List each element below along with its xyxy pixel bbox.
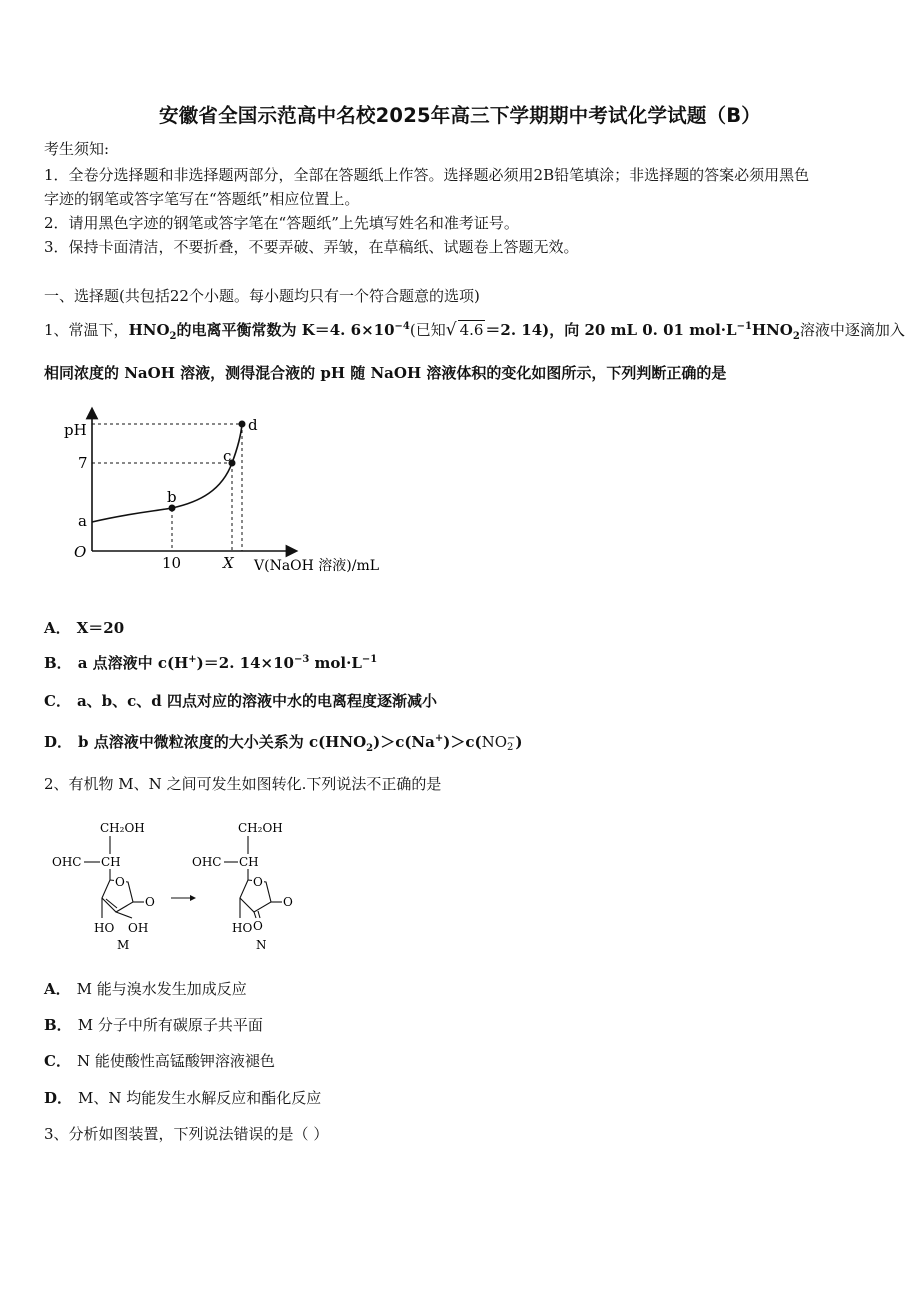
n-ho: HO (232, 921, 253, 935)
q1-option-b-sup2: −3 (293, 654, 310, 665)
q1-text-b: 的电离平衡常数为 K＝4. 6×10 (176, 321, 395, 339)
page-title: 安徽省全国示范高中名校2025年高三下学期期中考试化学试题（B） (158, 104, 762, 127)
notice-item-1-cont: 字迹的钢笔或答字笔写在“答题纸”相应位置上。 (44, 190, 360, 208)
n-ring-o: O (253, 875, 263, 889)
q1-option-d-sup: + (434, 733, 444, 744)
ph-curve (92, 424, 242, 522)
q1-option-a-text: X＝20 (76, 619, 125, 637)
q2-option-d-letter: D． (44, 1089, 73, 1107)
q1-option-b-sup3: −1 (361, 654, 378, 665)
q1-exp2: −1 (736, 321, 752, 332)
label-m: M (117, 938, 130, 952)
q1-option-b-pre: a 点溶液中 c(H (77, 654, 189, 672)
q2-option-d-text: M、N 均能发生水解反应和酯化反应 (78, 1089, 322, 1107)
q1-option-c (44, 690, 437, 711)
q1-option-b-letter: B． (44, 654, 72, 672)
n-keto-o: O (253, 919, 263, 933)
q1-option-d-pre: b 点溶液中微粒浓度的大小关系为 c(HNO (78, 733, 367, 751)
q2-option-b (44, 1014, 263, 1035)
point-d (239, 421, 246, 428)
label-c: c (223, 447, 232, 465)
q1-text-d: ＝2. 14)，向 20 mL 0. 01 mol·L (485, 321, 737, 339)
q1-option-d-mid: )＞c(Na (373, 733, 435, 751)
titration-chart (60, 405, 420, 585)
q1-hno2: HNO (128, 321, 170, 339)
q1-option-d-ion-sub: 2 (507, 742, 514, 753)
y-tick-7: 7 (78, 454, 88, 472)
label-n: N (256, 938, 267, 952)
q1-hno2b-sub: 2 (792, 331, 800, 342)
sqrt-sign: √ (445, 320, 457, 340)
q1-line-1 (44, 319, 905, 342)
q1-number: 1、 (44, 321, 69, 339)
label-a: a (78, 512, 87, 530)
q1-text-c: (已知 (409, 321, 446, 339)
label-d: d (248, 416, 258, 434)
n-ch: CH (239, 855, 259, 869)
q1-radicand: 4.6 (459, 321, 484, 339)
q1-option-d-ion: NO (481, 733, 508, 751)
q1-option-d-sub: 2 (366, 743, 374, 754)
q2-option-c (44, 1050, 275, 1071)
section-heading: 一、选择题(共包括22个小题。每小题均只有一个符合题意的选项) (44, 287, 480, 305)
q1-option-c-letter: C． (44, 692, 71, 710)
q1-hno2-sub: 2 (169, 331, 177, 342)
q1-exp: −4 (394, 321, 410, 332)
q1-text-a: 常温下， (68, 321, 129, 339)
q3-stem: 3、分析如图装置，下列说法错误的是（ ） (44, 1125, 329, 1143)
y-axis-label: pH (64, 421, 87, 439)
x-tick-X: X (223, 554, 234, 572)
q1-text-e: 溶液中逐滴加入 (799, 321, 905, 339)
q1-option-b-post: mol·L (309, 654, 362, 672)
m-oh: OH (128, 921, 149, 935)
m-carbonyl-o: O (145, 895, 155, 909)
reaction-arrow (171, 895, 196, 901)
m-ring-o: O (115, 875, 125, 889)
n-ohc: OHC (192, 855, 222, 869)
q2-option-c-text: N 能使酸性高锰酸钾溶液褪色 (76, 1052, 275, 1070)
q2-option-a (44, 978, 247, 999)
q1-option-d-letter: D． (44, 733, 73, 751)
q1-option-a (44, 617, 124, 638)
notice-item-1: 1．全卷分选择题和非选择题两部分，全部在答题纸上作答。选择题必须用2B铅笔填涂；非选择题的答案必须用黑色 (44, 166, 810, 184)
label-b: b (167, 488, 177, 506)
notice-heading: 考生须知: (44, 140, 110, 158)
m-ch: CH (101, 855, 121, 869)
q1-option-b (44, 652, 377, 673)
q2-option-b-letter: B． (44, 1016, 72, 1034)
molecule-n (192, 821, 293, 952)
q1-hno2b: HNO (751, 321, 793, 339)
q1-option-d-ion-sup: − (507, 733, 516, 744)
q1-option-a-letter: A． (44, 619, 71, 637)
n-ch2oh: CH₂OH (238, 821, 283, 835)
q2-option-d (44, 1087, 321, 1108)
m-ch2oh: CH₂OH (100, 821, 145, 835)
q2-option-a-text: M 能与溴水发生加成反应 (76, 980, 247, 998)
q2-option-c-letter: C． (44, 1052, 71, 1070)
m-ohc: OHC (52, 855, 82, 869)
molecule-m (52, 821, 155, 952)
structure-diagram (44, 812, 344, 952)
q2-stem: 2、有机物 M、N 之间可发生如图转化.下列说法不正确的是 (44, 775, 442, 793)
n-carbonyl-o: O (283, 895, 293, 909)
m-ho: HO (94, 921, 115, 935)
origin-label: O (74, 543, 87, 561)
notice-item-2: 2．请用黑色字迹的钢笔或答字笔在“答题纸”上先填写姓名和准考证号。 (44, 214, 519, 232)
q1-option-c-text: a、b、c、d 四点对应的溶液中水的电离程度逐渐减小 (76, 692, 438, 710)
notice-item-3: 3．保持卡面清洁，不要折叠，不要弄破、弄皱，在草稿纸、试题卷上答题无效。 (44, 238, 579, 256)
q1-option-d (44, 731, 523, 754)
q1-option-d-mid2: )＞c( (443, 733, 482, 751)
q1-line-2: 相同浓度的 NaOH 溶液，测得混合液的 pH 随 NaOH 溶液体积的变化如图所示，下列判断正确的是 (44, 364, 727, 382)
x-tick-10: 10 (162, 554, 182, 572)
q1-option-d-post: ) (515, 733, 523, 751)
q1-option-b-mid: )＝2. 14×10 (196, 654, 294, 672)
q2-option-a-letter: A． (44, 980, 71, 998)
q2-option-b-text: M 分子中所有碳原子共平面 (77, 1016, 263, 1034)
q1-option-b-sup1: + (188, 654, 197, 665)
x-axis-label: V(NaOH 溶液)/mL (254, 558, 380, 574)
